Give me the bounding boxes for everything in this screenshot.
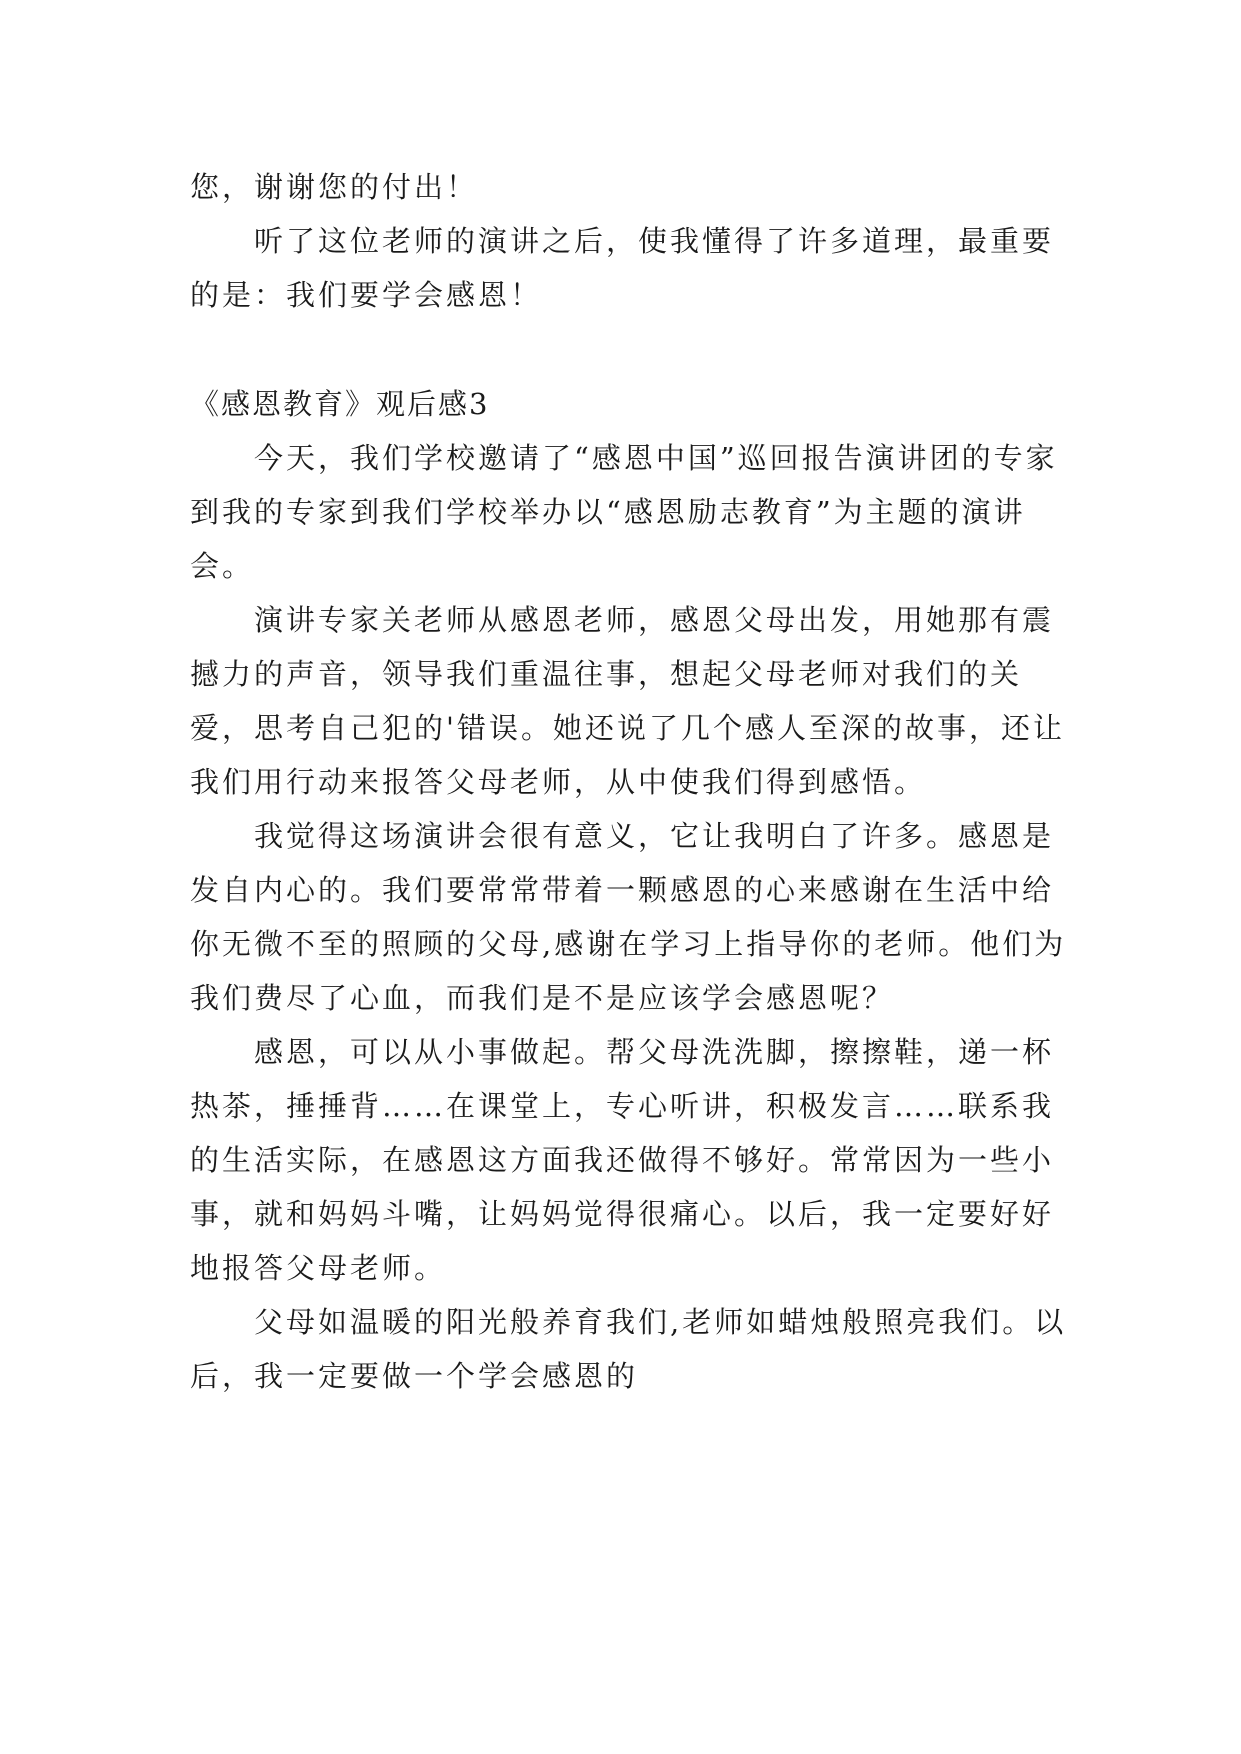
paragraph-continued: 您，谢谢您的付出！ xyxy=(190,170,479,204)
paragraph-1: 今天，我们学校邀请了“感恩中国”巡回报告演讲团的专家到我的专家到我们学校举办以“感恩励志教育”为主题的演讲会。 xyxy=(190,441,1058,583)
paragraph-4: 感恩，可以从小事做起。帮父母洗洗脚，擦擦鞋，递一杯热茶，捶捶背……在课堂上，专心听讲，积极发言……联系我的生活实际，在感恩这方面我还做得不够好。常常因为一些小事，就和妈妈斗嘴，让妈妈觉得很痛心。以后，我一定要好好地报答父母老师。 xyxy=(190,1035,1055,1285)
paragraph-conclusion: 听了这位老师的演讲之后，使我懂得了许多道理，最重要的是：我们要学会感恩！ xyxy=(190,224,1055,312)
document-body xyxy=(190,160,1070,1403)
section-heading: 《感恩教育》观后感3 xyxy=(190,387,490,421)
paragraph-5: 父母如温暖的阳光般养育我们,老师如蜡烛般照亮我们。以后，我一定要做一个学会感恩的 xyxy=(190,1305,1067,1393)
paragraph-2: 演讲专家关老师从感恩老师，感恩父母出发，用她那有震撼力的声音，领导我们重温往事，想起父母老师对我们的关爱，思考自己犯的'错误。她还说了几个感人至深的故事，还让我们用行动来报答父母老师，从中使我们得到感悟。 xyxy=(190,603,1065,799)
paragraph-3: 我觉得这场演讲会很有意义，它让我明白了许多。感恩是发自内心的。我们要常常带着一颗感恩的心来感谢在生活中给你无微不至的照顾的父母,感谢在学习上指导你的老师。他们为我们费尽了心血，而我们是不是应该学会感恩呢？ xyxy=(190,819,1067,1015)
